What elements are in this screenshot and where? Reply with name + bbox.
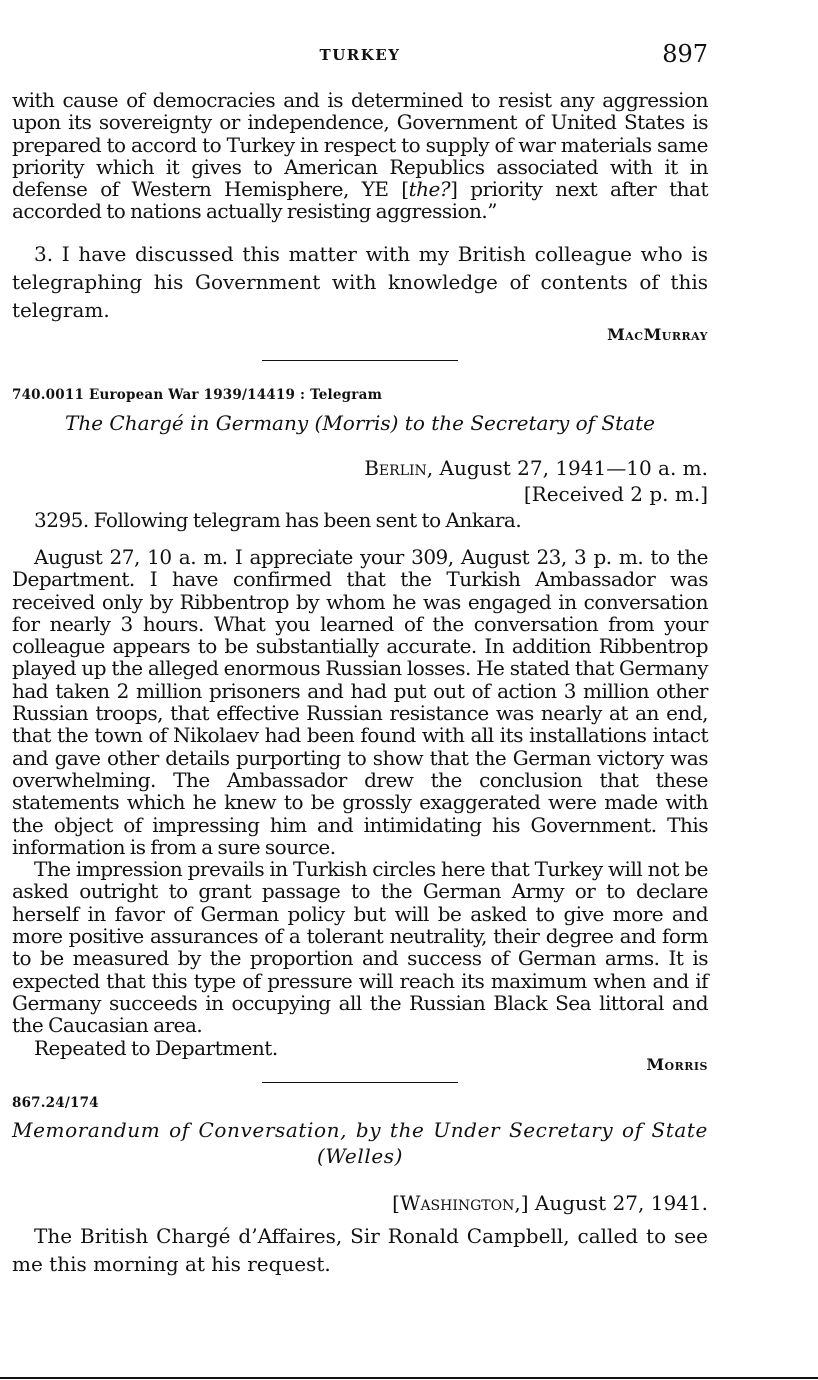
telegram-paragraph-1: August 27, 10 a. m. I appreciate your 309, August 23, 3 p. m. to the Department. I have confirmed that the Turkish Ambassador was received only by Ribbentrop by whom he was engaged in conversation for nearly 3 hours. What you learned of the conversation from your colleague appears to be substantially accurate. In addition Ribbentrop played up the alleged enormous Russian losses. He stated that Germany had taken 2 million prisoners and had put out of action 3 million other Russian troops, that effective Russian resistance was nearly at an end, that the town of Nikolaev had been found with all its installations intact and gave other details purporting to show that the German victory was overwhelming. The Ambassador drew the conclusion that these statements which he knew to be grossly exaggerated were made with the object of impressing him and intimidating his Government. This information is from a sure source.	[12, 545, 708, 859]
continuation-text: with cause of democracies and is determined to resist any aggression upon its sovereignty or independence, Government of United States is prepared to accord to Turkey in respect to supply of war materials same priority which it gives to American Republics associated with it in defense of Western Hemisphere, YE	[12, 88, 708, 202]
section-divider	[262, 360, 458, 361]
section-divider	[262, 1082, 458, 1083]
telegram-opening-block	[12, 509, 708, 531]
page-number: 897	[662, 40, 708, 68]
editorial-bracket-close: ]	[450, 177, 458, 202]
paragraph-3-block	[12, 240, 708, 324]
telegram-paragraph-2: The impression prevails in Turkish circles here that Turkey will not be asked outright to grant passage to the German Army or to declare herself in favor of German policy but will be asked to give more and more positive assurances of a tolerant neutrality, their degree and form to be measured by the proportion and success of German arms. It is expected that this type of pressure will reach its maximum when and if Germany succeeds in occupying all the Russian Black Sea littoral and the Caucasian area.	[12, 857, 708, 1038]
memorandum-dateline	[12, 1190, 708, 1216]
page-bottom-edge	[0, 1377, 818, 1379]
file-reference: 867.24/174	[12, 1095, 99, 1111]
editorial-conjecture: the?	[408, 177, 451, 202]
memorandum-body	[12, 1222, 708, 1278]
editorial-bracket-open: [	[401, 177, 409, 202]
telegram-body	[12, 546, 708, 1059]
signature-macmurray: MacMurray	[607, 325, 708, 344]
memorandum-paragraph: The British Chargé d’Affaires, Sir Ronald Campbell, called to see me this morning at his request.	[12, 1224, 708, 1276]
received-note: [Received 2 p. m.]	[523, 482, 708, 506]
paragraph-3: 3. I have discussed this matter with my British colleague who is telegraphing his Government with knowledge of contents of this telegram.	[12, 242, 708, 322]
memorandum-date: August 27, 1941.	[528, 1191, 708, 1215]
dateline	[12, 455, 708, 507]
running-head: TURKEY	[319, 46, 401, 64]
continuation-paragraph	[12, 89, 708, 223]
page-header	[12, 40, 708, 70]
memorandum-title: Memorandum of Conversation, by the Under Secretary of State (Welles)	[12, 1118, 708, 1168]
file-reference: 740.0011 European War 1939/14419 : Telegram	[12, 387, 383, 403]
dateline-date: , August 27, 1941—10 a. m.	[426, 456, 708, 480]
continuation-text-end: priority next after that accorded to nations actually resisting aggression.”	[12, 177, 709, 224]
memorandum-place: [Washington,]	[392, 1191, 529, 1215]
document-title: The Chargé in Germany (Morris) to the Secretary of State	[65, 411, 655, 435]
telegram-opening: 3295. Following telegram has been sent to Ankara.	[34, 508, 522, 532]
dateline-place: Berlin	[364, 456, 427, 480]
signature-morris: Morris	[646, 1055, 708, 1074]
telegram-repeated-note: Repeated to Department.	[34, 1035, 278, 1060]
